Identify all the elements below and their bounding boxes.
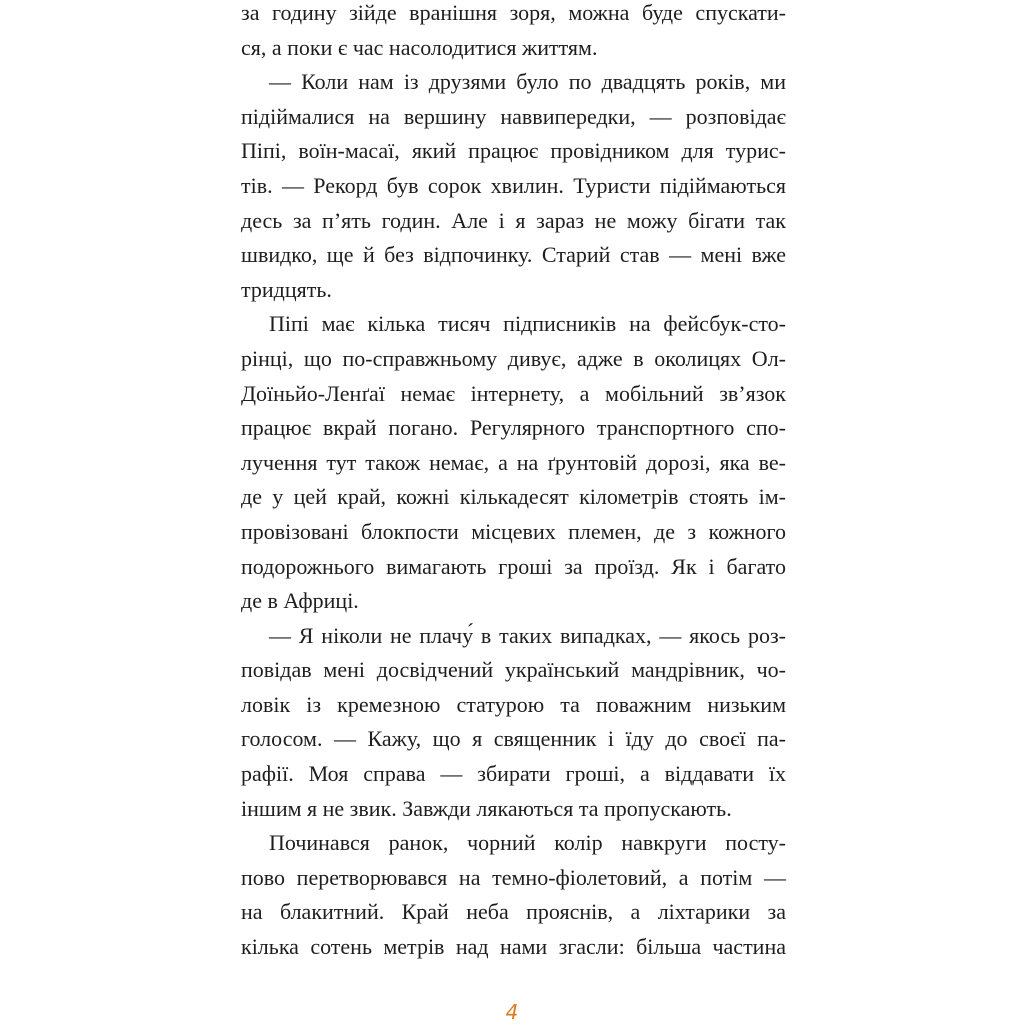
text-line: рінці, що по-справжньому дивує, адже в околицях Ол- xyxy=(241,345,786,371)
text-line: Починався ранок, чорний колір навкруги посту- xyxy=(269,830,786,856)
text-line: тів. — Рекорд був сорок хвилин. Туристи підіймаються xyxy=(241,172,786,198)
text-line: за годину зійде вранішня зоря, можна буде спускати- xyxy=(241,0,786,25)
body-text xyxy=(241,0,786,965)
text-line: Піпі, воїн-масаї, який працює провідником для турис- xyxy=(241,138,786,164)
page-number: 4 xyxy=(505,1000,519,1024)
text-line: де в Африці. xyxy=(241,588,359,614)
text-line: на блакитний. Край неба прояснів, а ліхтарики за xyxy=(241,899,786,925)
text-line: тридцять. xyxy=(241,276,332,302)
text-line: підіймалися на вершину наввипередки, — розповідає xyxy=(241,103,786,129)
text-line: кілька сотень метрів над нами згасли: більша частина xyxy=(241,934,786,960)
text-line: Доїньйо-Ленґаї немає інтернету, а мобільний зв’язок xyxy=(241,380,786,406)
text-line: пово перетворювався на темно-фіолетовий, а потім — xyxy=(241,864,786,890)
text-line: десь за п’ять годин. Але і я зараз не можу бігати так xyxy=(241,207,786,233)
text-line: голосом. — Кажу, що я священник і їду до своєї па- xyxy=(241,726,786,752)
text-line: Піпі має кілька тисяч підписників на фейсбук-сто- xyxy=(269,311,786,337)
text-line: провізовані блокпости місцевих племен, де з кожного xyxy=(241,518,786,544)
text-line: іншим я не звик. Завжди лякаються та пропускають. xyxy=(241,795,732,821)
text-line: подорожнього вимагають гроші за проїзд. Як і багато xyxy=(241,553,786,579)
text-line: — Коли нам із друзями було по двадцять років, ми xyxy=(269,69,786,95)
text-line: швидко, ще й без відпочинку. Старий став — мені вже xyxy=(241,242,786,268)
text-line: ся, а поки є час насолодитися життям. xyxy=(241,34,598,60)
text-line: де у цей край, кожні кількадесят кілометрів стоять ім- xyxy=(241,484,786,510)
text-line: ловік із кремезною статурою та поважним низьким xyxy=(241,691,786,717)
text-line: працює вкрай погано. Регулярного транспортного спо- xyxy=(241,415,786,441)
text-line: лучення тут також немає, а на ґрунтовій дорозі, яка ве- xyxy=(241,449,786,475)
text-line: повідав мені досвідчений український мандрівник, чо- xyxy=(241,657,786,683)
text-line: рафії. Моя справа — збирати гроші, а віддавати їх xyxy=(241,761,786,787)
text-line: — Я ніколи не плачу́ в таких випадках, — якось роз- xyxy=(269,622,786,648)
